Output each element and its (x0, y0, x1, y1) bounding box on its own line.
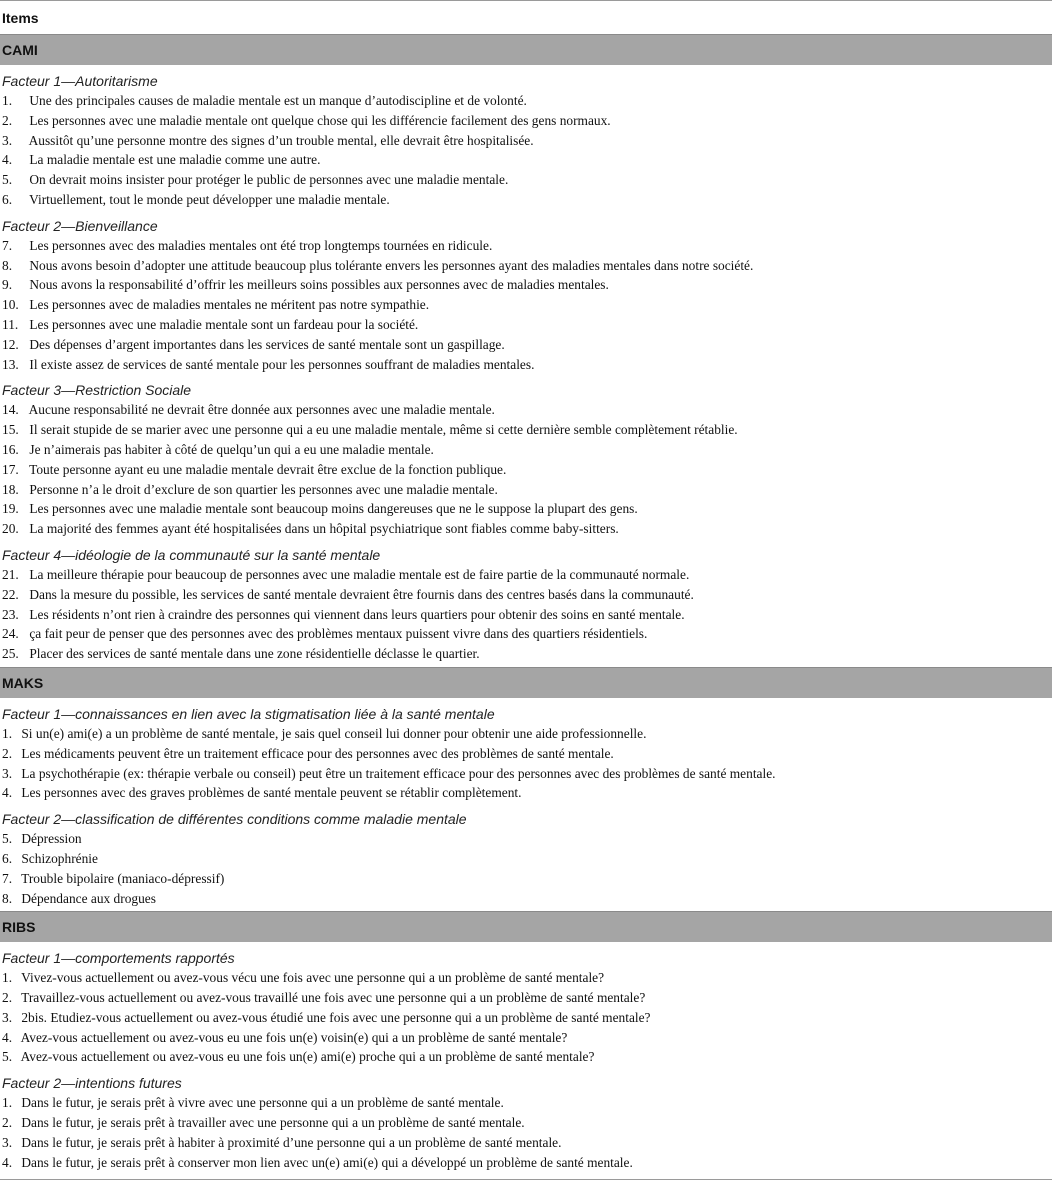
item-text: Travaillez-vous actuellement ou avez-vous travaillé une fois avec une personne qui a un problème de santé mentale? (21, 990, 646, 1006)
item-text: Les médicaments peuvent être un traitement efficace pour des personnes avec des problèmes de santé mentale. (21, 745, 614, 761)
item-text: Personne n’a le droit d’exclure de son quartier les personnes avec une maladie mentale. (29, 481, 498, 497)
item-number: 15. (2, 422, 19, 438)
item-text: Aucune responsabilité ne devrait être donnée aux personnes avec une maladie mentale. (28, 402, 495, 418)
item-text: Des dépenses d’argent importantes dans les services de santé mentale sont un gaspillage. (29, 336, 505, 352)
item-number: 14. (2, 402, 19, 418)
item-number: 16. (2, 441, 19, 457)
item-text: Schizophrénie (21, 850, 98, 866)
item-number: 11. (2, 316, 19, 332)
item-text: La majorité des femmes ayant été hospitalisées dans un hôpital psychiatrique sont fiables comme baby-sitters. (29, 521, 619, 537)
item-row (0, 764, 1052, 784)
item-number: 8. (2, 257, 13, 273)
factor-title: Facteur 3—Restriction Sociale (2, 382, 192, 399)
item-number: 17. (2, 461, 19, 477)
item-text: Les personnes avec des maladies mentales ont été trop longtemps tournées en ridicule. (29, 237, 493, 253)
item-row (0, 783, 1052, 803)
item-row (0, 1047, 1052, 1067)
section-label: CAMI (2, 42, 38, 58)
item-text: Les personnes avec de maladies mentales ne méritent pas notre sympathie. (29, 297, 430, 313)
item-number: 3. (2, 765, 13, 781)
item-text: Une des principales causes de maladie mentale est un manque d’autodiscipline et de volonté. (29, 93, 527, 108)
section-header-ribs (0, 911, 1052, 942)
item-text: Avez-vous actuellement ou avez-vous eu une fois un(e) voisin(e) qui a un problème de santé mentale? (20, 1029, 568, 1045)
item-number: 1. (2, 93, 13, 108)
item-text: Il serait stupide de se marier avec une personne qui a eu une maladie mentale, même si cette dernière semble complètement rétablie. (29, 422, 738, 438)
item-text: Dans le futur, je serais prêt à vivre avec une personne qui a un problème de santé mentale. (21, 1095, 504, 1111)
item-text: Dans le futur, je serais prêt à travailler avec une personne qui a un problème de santé mentale. (21, 1115, 525, 1131)
item-text: La meilleure thérapie pour beaucoup de personnes avec une maladie mentale est de faire partie de la communauté normale. (29, 566, 690, 582)
item-text: Placer des services de santé mentale dans une zone résidentielle déclasse le quartier. (29, 646, 480, 662)
item-number: 19. (2, 501, 19, 517)
item-text: Dans le futur, je serais prêt à conserver mon lien avec un(e) ami(e) qui a développé un problème de santé mentale. (21, 1154, 633, 1170)
item-text: Trouble bipolaire (maniaco-dépressif) (21, 870, 225, 886)
table-header (0, 1, 1052, 34)
item-row (0, 1008, 1052, 1028)
item-row (0, 829, 1052, 849)
item-number: 2. (2, 112, 13, 128)
item-row (0, 988, 1052, 1008)
item-text: Je n’aimerais pas habiter à côté de quelqu’un qui a eu une maladie mentale. (29, 441, 434, 457)
section-header-maks (0, 667, 1052, 698)
item-row (0, 624, 1052, 644)
header-label: Items (2, 9, 39, 26)
item-row (0, 150, 1052, 170)
item-row (0, 236, 1052, 256)
item-row (0, 1133, 1052, 1153)
item-number: 5. (2, 172, 13, 188)
table-body (0, 34, 1052, 1175)
item-row (0, 499, 1052, 519)
item-text: 2bis. Etudiez-vous actuellement ou avez-vous étudié une fois avec une personne qui a un problème de santé mentale? (21, 1009, 651, 1025)
item-number: 2. (2, 1115, 13, 1131)
item-text: Les personnes avec des graves problèmes de santé mentale peuvent se rétablir complètement. (21, 785, 522, 801)
item-number: 1. (2, 970, 13, 986)
item-text: Dans le futur, je serais prêt à habiter à proximité d’une personne qui a un problème de santé mentale. (21, 1134, 562, 1150)
item-number: 4. (2, 152, 13, 168)
item-text: Si un(e) ami(e) a un problème de santé mentale, je sais quel conseil lui donner pour obtenir une aide professionnelle. (21, 725, 647, 741)
item-row (0, 565, 1052, 585)
item-row (0, 460, 1052, 480)
factor-title: Facteur 2—Bienveillance (2, 217, 158, 234)
item-number: 22. (2, 586, 19, 602)
item-row (0, 519, 1052, 539)
item-row (0, 275, 1052, 295)
item-row (0, 1113, 1052, 1133)
item-number: 21. (2, 566, 19, 582)
item-number: 24. (2, 626, 19, 642)
item-number: 6. (2, 191, 13, 207)
item-row (0, 440, 1052, 460)
item-row (0, 480, 1052, 500)
item-row (0, 190, 1052, 210)
item-number: 7. (2, 237, 13, 253)
item-text: Dépendance aux drogues (21, 890, 156, 906)
item-text: Les personnes avec une maladie mentale ont quelque chose qui les différencie facilement des gens normaux. (29, 112, 611, 128)
item-row (0, 1093, 1052, 1113)
item-number: 6. (2, 850, 13, 866)
item-text: ça fait peur de penser que des personnes avec des problèmes mentaux puissent vivre dans des quartiers résidentiels. (29, 626, 648, 642)
item-row (0, 889, 1052, 909)
item-row (0, 724, 1052, 744)
factor-title: Facteur 2—classification de différentes conditions comme maladie mentale (2, 811, 467, 828)
item-text: La psychothérapie (ex: thérapie verbale ou conseil) peut être un traitement efficace pour des personnes avec des problèmes de santé mentale. (21, 765, 776, 781)
item-text: Les résidents n’ont rien à craindre des personnes qui viennent dans leurs quartiers pour obtenir des soins en santé mentale. (29, 606, 685, 622)
section-gap (0, 1172, 1052, 1175)
item-number: 3. (2, 1134, 13, 1150)
item-text: Avez-vous actuellement ou avez-vous eu une fois un(e) ami(e) proche qui a un problème de santé mentale? (20, 1049, 595, 1065)
item-number: 20. (2, 521, 19, 537)
section-header-cami (0, 34, 1052, 65)
item-text: Les personnes avec une maladie mentale sont un fardeau pour la société. (29, 316, 419, 332)
item-text: Vivez-vous actuellement ou avez-vous vécu une fois avec une personne qui a un problème de santé mentale? (21, 970, 605, 986)
item-number: 1. (2, 1095, 13, 1111)
item-number: 3. (2, 1009, 13, 1025)
factor-title: Facteur 4—idéologie de la communauté sur la santé mentale (2, 546, 381, 563)
item-number: 1. (2, 725, 13, 741)
item-row (0, 91, 1052, 111)
item-number: 5. (2, 831, 13, 847)
item-row (0, 644, 1052, 664)
item-number: 8. (2, 890, 13, 906)
item-row (0, 111, 1052, 131)
factor-title: Facteur 1—connaissances en lien avec la stigmatisation liée à la santé mentale (2, 705, 495, 722)
item-text: Virtuellement, tout le monde peut développer une maladie mentale. (29, 191, 390, 207)
item-text: La maladie mentale est une maladie comme une autre. (29, 152, 321, 168)
item-number: 5. (2, 1049, 13, 1065)
item-row (0, 315, 1052, 335)
item-number: 13. (2, 356, 19, 372)
item-row (0, 585, 1052, 605)
item-number: 4. (2, 1154, 13, 1170)
item-number: 10. (2, 297, 19, 313)
section-label: RIBS (2, 919, 36, 936)
item-row (0, 420, 1052, 440)
item-text: Toute personne ayant eu une maladie mentale devrait être exclue de la fonction publique. (29, 461, 507, 477)
item-number: 2. (2, 745, 13, 761)
item-row (0, 1028, 1052, 1048)
bottom-rule (0, 1179, 1052, 1180)
item-row (0, 335, 1052, 355)
factor-title: Facteur 1—Autoritarisme (2, 73, 158, 89)
item-row (0, 968, 1052, 988)
factor-title: Facteur 2—intentions futures (2, 1075, 182, 1092)
item-text: Nous avons la responsabilité d’offrir les meilleurs soins possibles aux personnes avec de maladies mentales. (29, 277, 609, 293)
item-number: 4. (2, 1029, 13, 1045)
item-number: 2. (2, 990, 13, 1006)
item-row (0, 256, 1052, 276)
item-text: Il existe assez de services de santé mentale pour les personnes souffrant de maladies mentales. (29, 356, 535, 372)
item-row (0, 170, 1052, 190)
item-row (0, 131, 1052, 151)
item-text: Aussitôt qu’une personne montre des signes d’un trouble mental, elle devrait être hospitalisée. (28, 132, 534, 148)
item-number: 7. (2, 870, 13, 886)
item-number: 4. (2, 785, 13, 801)
section-label: MAKS (2, 674, 44, 691)
item-row (0, 355, 1052, 375)
item-text: Nous avons besoin d’adopter une attitude beaucoup plus tolérante envers les personnes ayant des maladies mentales dans notre société. (29, 257, 754, 273)
item-number: 3. (2, 132, 13, 148)
item-row (0, 744, 1052, 764)
item-number: 25. (2, 646, 19, 662)
item-number: 9. (2, 277, 13, 293)
item-number: 23. (2, 606, 19, 622)
item-row (0, 400, 1052, 420)
item-row (0, 1153, 1052, 1173)
item-number: 18. (2, 481, 19, 497)
item-text: Les personnes avec une maladie mentale sont beaucoup moins dangereuses que ne le suppose la plupart des gens. (29, 501, 638, 517)
item-row (0, 849, 1052, 869)
item-row (0, 869, 1052, 889)
item-row (0, 605, 1052, 625)
item-text: Dans la mesure du possible, les services de santé mentale devraient être fournis dans des centres basés dans la communauté. (29, 586, 694, 602)
item-text: Dépression (21, 831, 82, 847)
factor-title: Facteur 1—comportements rapportés (2, 950, 235, 967)
item-text: On devrait moins insister pour protéger le public de personnes avec une maladie mentale. (29, 172, 509, 188)
item-row (0, 295, 1052, 315)
item-number: 12. (2, 336, 19, 352)
